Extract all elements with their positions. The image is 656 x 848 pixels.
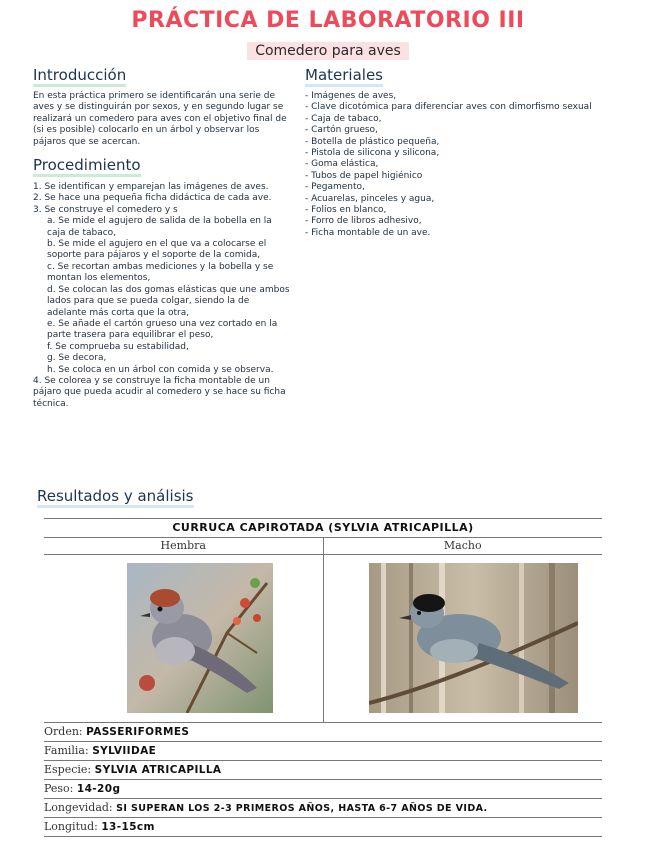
info-label: Familia: xyxy=(44,744,89,757)
material-item: - Clave dicotómica para diferenciar aves con dimorfismo sexual xyxy=(305,102,592,113)
info-row-longevity xyxy=(44,799,602,818)
procedure-step: 3. Se construye el comedero y s xyxy=(33,204,178,215)
procedure-step: 1. Se identifican y emparejan las imágenes de aves. xyxy=(33,182,269,193)
material-item: - Acuarelas, pinceles y agua, xyxy=(305,193,435,204)
procedure-list xyxy=(33,182,291,410)
info-label: Especie: xyxy=(44,763,92,776)
material-item: - Caja de tabaco, xyxy=(305,113,382,124)
material-item: - Botella de plástico pequeña, xyxy=(305,136,440,147)
material-item: - Pegamento, xyxy=(305,182,365,193)
info-label: Longevidad: xyxy=(44,801,113,814)
material-item: - Folios en blanco, xyxy=(305,205,387,216)
material-item: - Goma elástica, xyxy=(305,159,379,170)
procedure-substep: b. Se mide el agujero en el que va a colocarse el soporte para pájaros y el soporte de la comida, xyxy=(47,239,267,261)
intro-text: En esta práctica primero se identificarán una serie de aves y se distinguirán por sexos, y en segundo lugar se realizará un comedero para aves con el objetivo final de (si es posible) colocarlo en un árbol y observar los pájaros que se acercan. xyxy=(33,91,287,147)
male-bird-photo xyxy=(369,563,578,713)
page-title: PRÁCTICA DE LABORATORIO III xyxy=(131,8,525,33)
materials-list xyxy=(305,91,635,239)
material-item: - Pistola de silicona y silicona, xyxy=(305,148,440,159)
info-value: PASSERIFORMES xyxy=(86,726,190,738)
material-item: - Imágenes de aves, xyxy=(305,91,397,101)
info-row-species xyxy=(44,761,602,780)
procedure-substep: h. Se coloca en un árbol con comida y se observa. xyxy=(47,364,274,375)
procedure-substep: a. Se mide el agujero de salida de la bobella en la caja de tabaco, xyxy=(47,216,272,238)
female-bird-photo xyxy=(127,563,273,713)
info-value: 13-15cm xyxy=(101,821,155,833)
info-label: Orden: xyxy=(44,725,83,738)
material-item: - Cartón grueso, xyxy=(305,125,378,136)
info-row-order xyxy=(44,723,602,742)
page-subtitle: Comedero para aves xyxy=(247,42,409,60)
column-header-female: Hembra xyxy=(44,538,324,554)
procedure-heading: Procedimiento xyxy=(33,156,141,177)
procedure-substep: d. Se colocan las dos gomas elásticas que une ambos lados para que se pueda colgar, siendo la de adelante más corta que la otra, xyxy=(47,284,290,318)
results-heading: Resultados y análisis xyxy=(37,487,194,508)
info-value: 14-20g xyxy=(76,783,121,795)
left-column xyxy=(33,66,291,410)
species-title: CURRUCA CAPIROTADA (SYLVIA ATRICAPILLA) xyxy=(44,518,602,538)
material-item: - Tubos de papel higiénico xyxy=(305,170,423,181)
procedure-step: 2. Se hace una pequeña ficha didáctica de cada ave. xyxy=(33,193,272,204)
material-item: - Forro de libros adhesivo, xyxy=(305,216,422,227)
materials-heading: Materiales xyxy=(305,66,383,87)
procedure-substep: e. Se añade el cartón grueso una vez cortado en la parte trasera para equilibrar el peso, xyxy=(47,318,278,341)
column-header-male: Macho xyxy=(443,539,482,552)
info-label: Longitud: xyxy=(44,820,98,833)
right-column xyxy=(305,66,635,239)
info-row-weight xyxy=(44,780,602,799)
intro-heading: Introducción xyxy=(33,66,126,87)
info-label: Peso: xyxy=(44,782,74,795)
info-row-family xyxy=(44,742,602,761)
results-table xyxy=(44,518,602,837)
procedure-substep: c. Se recortan ambas mediciones y la bobella y se montan los elementos, xyxy=(47,261,274,284)
material-item: - Ficha montable de un ave. xyxy=(305,227,431,238)
info-value: SI SUPERAN LOS 2-3 PRIMEROS AÑOS, HASTA 6-7 AÑOS DE VIDA. xyxy=(116,803,488,814)
info-value: SYLVIIDAE xyxy=(92,745,157,757)
info-row-length xyxy=(44,818,602,837)
procedure-substep: f. Se comprueba su estabilidad, xyxy=(47,341,189,352)
info-value: SYLVIA ATRICAPILLA xyxy=(94,764,222,776)
procedure-substep: g. Se decora, xyxy=(47,353,107,364)
procedure-step: 4. Se colorea y se construye la ficha montable de un pájaro que pueda acudir al comedero y se hace su ficha técnica. xyxy=(33,375,286,409)
